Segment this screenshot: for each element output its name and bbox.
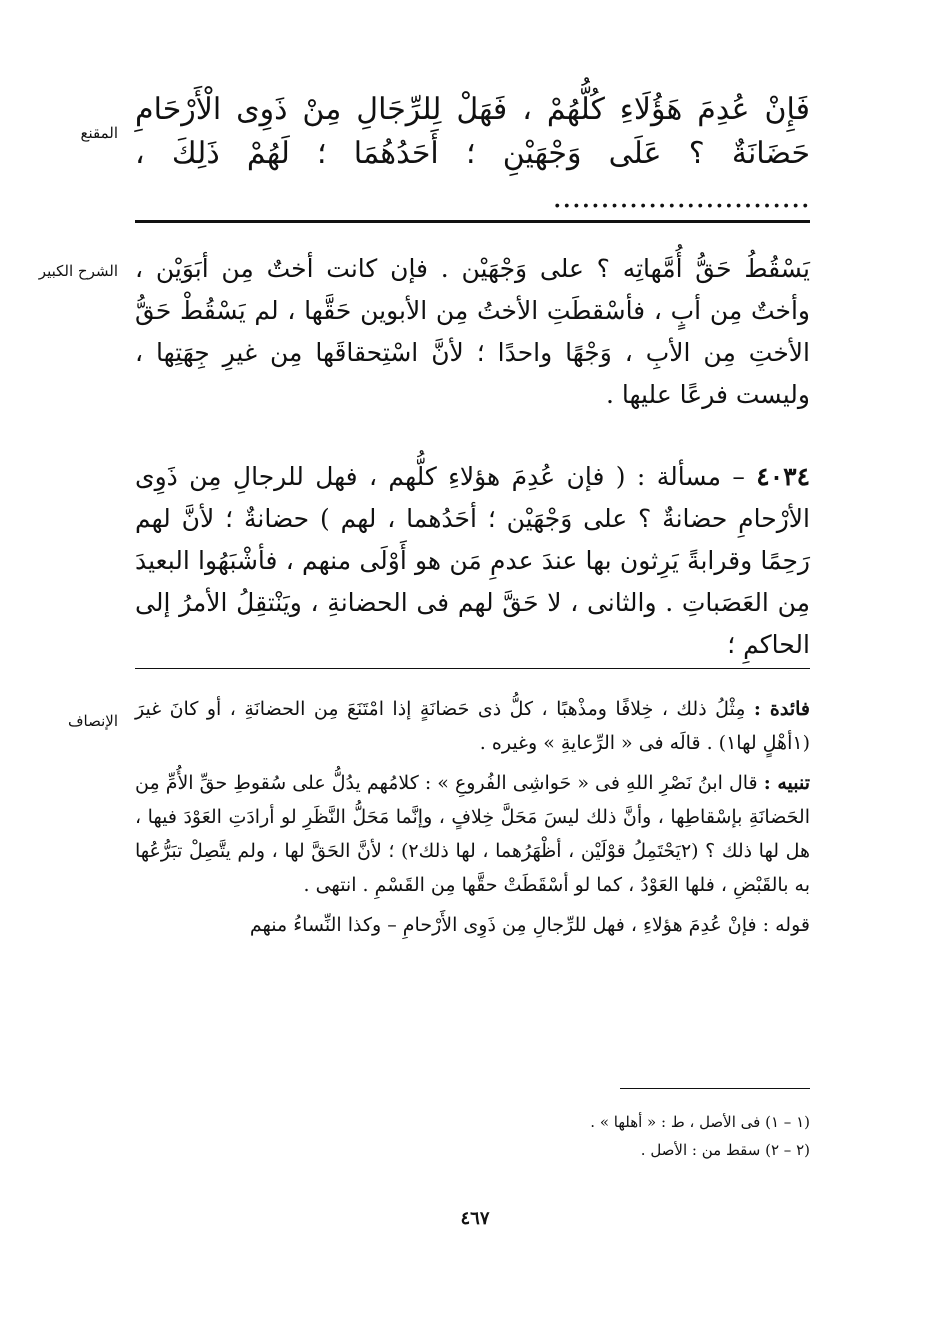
faida-text: مِثْلُ ذلك ، خِلافًا ومذْهبًا ، كلُّ ذى حَضانَةٍ إذا امْتَنَعَ مِن الحضانَةِ ، أو كانَ غيرَ (١أهْلٍ لها١) . قالَه فى « الرِّعايةِ » وغيره . [135,698,810,754]
side-label-sharh: الشرح الكبير [38,262,118,280]
insaf-text-block [135,692,810,948]
section-divider-thick [135,220,810,223]
muqni-text-block [135,88,810,220]
qawluh-label: قوله : [762,914,810,936]
footnote-2: (٢ – ٢) سقط من : الأصل . [640,1141,810,1159]
section-divider-thin [135,668,810,669]
tanbih-text: قال ابنُ نَصْرِ اللهِ فى « حَواشِى الفُروعِ » : كلامُهم يدُلُّ على سُقوطِ حقِّ الأُمِّ مِن الحَضانَةِ بإسْقاطِها ، وأنَّ ذلك ليسَ مَحَلَّ خِلافٍ ، وإنَّما مَحَلُّ النَّظَرِ لو أرادَتِ العَوْدَ فيها ، هل لها ذلك ؟ (٢يَحْتَمِلُ قوْلَيْن ، أظْهَرُهما ، لها ذلك٢) ؛ لأنَّ الحَقَّ لها ، ولم يتَّصِلْ تبَرُّعُها به بالقَبْضِ ، فلها العَوْدُ ، كما لو أسْقَطَتْ حقَّها مِن القَسْمِ . انتهى . [135,772,810,896]
masala-paragraph [135,456,810,666]
qawluh-paragraph [135,908,810,942]
side-label-muqni: المقنع [80,124,118,142]
qawluh-text: فإنْ عُدِمَ هؤلاءِ ، فهل للرِّجالِ مِن ذَوِى الأَرْحامِ – وكذا النِّساءُ منهم [249,914,757,936]
faida-label: فائدة : [753,698,811,720]
tanbih-label: تنبيه : [763,772,810,794]
tanbih-paragraph [135,766,810,902]
side-label-insaf: الإنصاف [67,712,118,730]
masala-text: – مسألة : ( فإن عُدِمَ هؤلاءِ كلُّهم ، فهل للرجالِ مِن ذَوِى الأرْحامِ حضانةٌ ؟ على وَجْهَيْن ؛ أحَدُهما ، لهم ) حضانةٌ ؛ لأنَّ لهم رَحِمًا وقرابةً يَرِثون بها عندَ عدمِ مَن هو أَوْلَى منهم ، فأشْبَهُوا البعيدَ مِن العَصَباتِ . والثانى ، لا حَقَّ لهم فى الحضانةِ ، ويَنْتقِلُ الأمرُ إلى الحاكمِ ؛ [135,462,810,659]
footnotes [420,1108,810,1164]
muqni-text: فَإِنْ عُدِمَ هَؤُلَاءِ كُلُّهُمْ ، فَهَلْ لِلرِّجَالِ مِنْ ذَوِى الْأَرْحَامِ حَضَانَةٌ ؟ عَلَى وَجْهَيْنِ ؛ أَحَدُهُمَا ؛ لَهُمْ ذَلِكَ ، ........................... [135,92,810,215]
sharh-text-block [135,248,810,416]
footnote-divider [620,1088,810,1089]
page-number: ٤٦٧ [460,1208,490,1229]
masala-block [135,456,810,666]
footnote-1: (١ – ١) فى الأصل ، ط : « أهلها » . [590,1113,810,1131]
faida-paragraph [135,692,810,760]
sharh-text: يَسْقُطُ حَقُّ أُمَّهاتِه ؟ على وَجْهَيْن . فإن كانت أختٌ مِن أبَوَيْن ، وأختٌ مِن أبٍ ، فأسْقطَتِ الأختُ مِن الأبوين حَقَّها ، لم يَسْقُطْ حَقُّ الأختِ مِن الأبِ ، وَجْهًا واحدًا ؛ لأنَّ اسْتِحقاقَها مِن غيرِ جِهَتِها ، وليست فرعًا عليها . [135,254,810,409]
masala-number: ٤٠٣٤ [756,462,810,491]
